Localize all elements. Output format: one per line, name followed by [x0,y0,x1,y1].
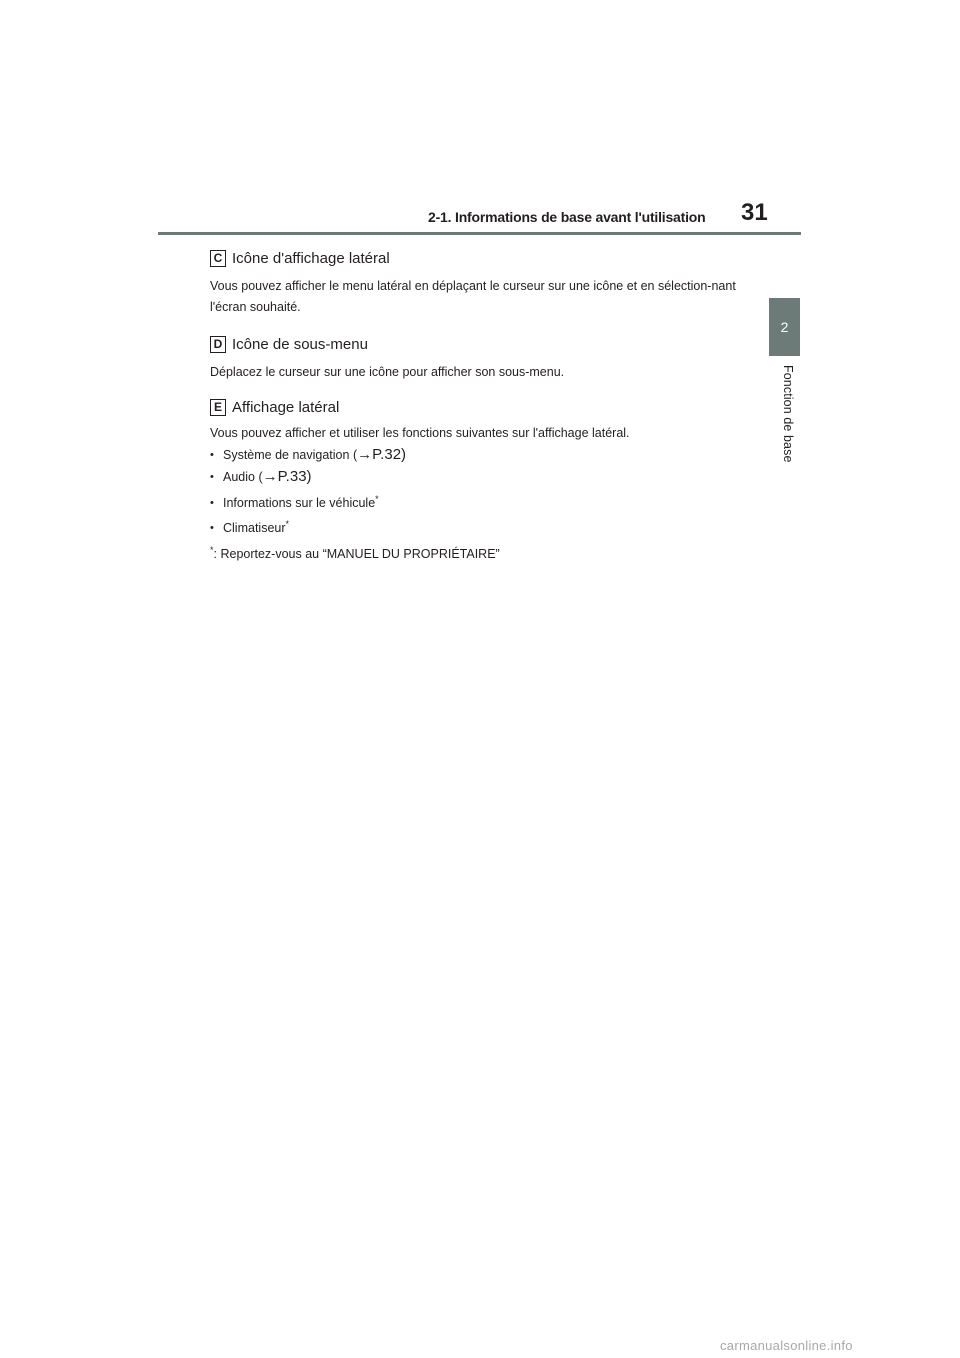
header-title: 2-1. Informations de base avant l'utilisation [428,209,706,225]
footnote-mark: * [210,544,214,555]
section-text: Déplacez le curseur sur une icône pour afficher son sous-menu. [210,365,565,379]
section-c [210,246,755,318]
section-heading [210,395,755,419]
badge-c: C [210,250,226,267]
footnote-mark: * [375,493,379,504]
chapter-side-label: Fonction de base [781,365,795,463]
content [210,246,755,577]
footnote-mark: * [285,518,290,529]
badge-d: D [210,336,226,353]
list-item: • Informations sur le véhicule* [210,492,755,514]
section-heading [210,246,755,270]
list-item: • Climatiseur* [210,517,755,539]
section-text: Vous pouvez afficher le menu latéral en déplaçant le curseur sur une icône et en sélection-nant l'écran souhaité. [210,279,736,314]
list-item: • Audio (→P.33) [210,466,755,488]
section-e [210,395,755,565]
section-text: Vous pouvez afficher et utiliser les fonctions suivantes sur l'affichage latéral. [210,426,630,440]
page-reference-link[interactable]: →P.33) [262,468,312,485]
heading-text: Icône de sous-menu [232,335,368,353]
chapter-tab: 2 [769,298,800,356]
badge-e: E [210,399,226,416]
watermark: carmanualsonline.info [720,1338,853,1353]
heading-text: Icône d'affichage latéral [232,249,390,267]
page-reference-link[interactable]: →P.32) [357,446,407,463]
feature-list [210,444,755,539]
list-item: • Système de navigation (→P.32) [210,444,755,466]
header-rule [158,232,801,235]
page-number: 31 [741,199,768,226]
footnote: *: Reportez-vous au “MANUEL DU PROPRIÉTAIRE” [210,544,500,561]
section-d [210,332,755,383]
heading-text: Affichage latéral [232,398,340,416]
section-heading [210,332,755,356]
